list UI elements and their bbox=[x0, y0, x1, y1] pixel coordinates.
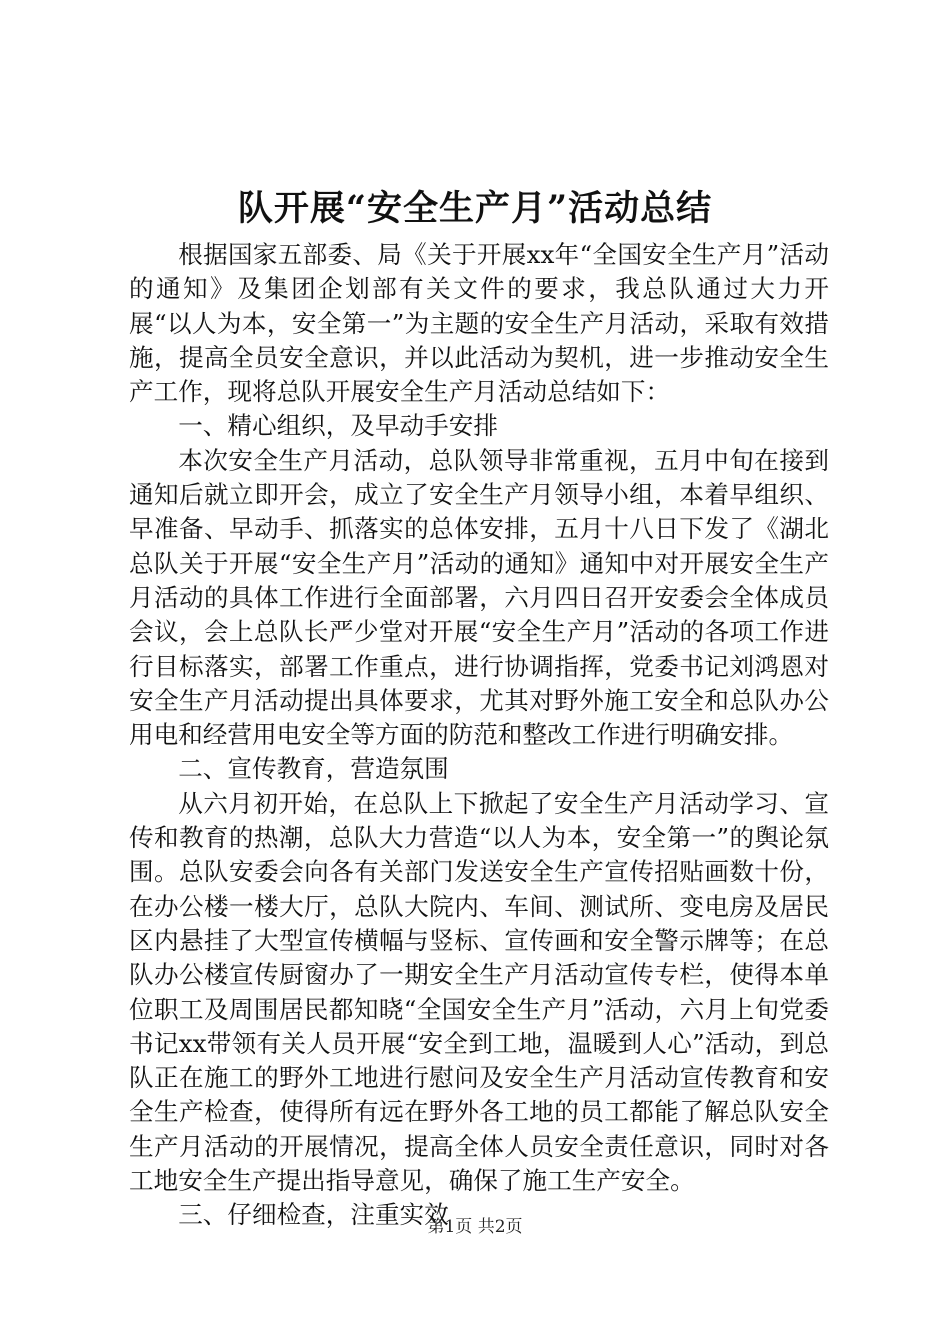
section-paragraph-2: 从六月初开始，在总队上下掀起了安全生产月活动学习、宣传和教育的热潮，总队大力营造“以人为本，安全第一”的舆论氛围。总队安委会向各有关部门发送安全生产宣传招贴画数十份，在办公楼一楼大厅，总队大院内、车间、测试所、变电房及居民区内悬挂了大型宣传横幅与竖标、宣传画和安全警示牌等；在总队办公楼宣传厨窗办了一期安全生产月活动宣传专栏，使得本单位职工及周围居民都知晓“全国安全生产月”活动，六月上旬党委书记xx带领有关人员开展“安全到工地，温暖到人心”活动，到总队正在施工的野外工地进行慰问及安全生产月活动宣传教育和安全生产检查，使得所有远在野外各工地的员工都能了解总队安全生产月活动的开展情况，提高全体人员安全责任意识，同时对各工地安全生产提出指导意见，确保了施工生产安全。 bbox=[129, 788, 829, 1196]
intro-paragraph: 根据国家五部委、局《关于开展xx年“全国安全生产月”活动的通知》及集团企划部有关文件的要求，我总队通过大力开展“以人为本，安全第一”为主题的安全生产月活动，采取有效措施，提高全员安全意识，并以此活动为契机，进一步推动安全生产工作，现将总队开展安全生产月活动总结如下： bbox=[129, 240, 829, 407]
document-title: 队开展“安全生产月”活动总结 bbox=[237, 188, 713, 229]
page-number-footer: 第1页 共2页 bbox=[427, 1217, 523, 1237]
section-paragraph-1: 本次安全生产月活动，总队领导非常重视，五月中旬在接到通知后就立即开会，成立了安全生产月领导小组，本着早组织、早准备、早动手、抓落实的总体安排，五月十八日下发了《湖北总队关于开展“安全生产月”活动的通知》通知中对开展安全生产月活动的具体工作进行全面部署，六月四日召开安委会全体成员会议，会上总队长严少堂对开展“安全生产月”活动的各项工作进行目标落实，部署工作重点，进行协调指挥，党委书记刘鸿恩对安全生产月活动提出具体要求，尤其对野外施工安全和总队办公用电和经营用电安全等方面的防范和整改工作进行明确安排。 bbox=[129, 445, 829, 750]
section-heading-2: 二、宣传教育，营造氛围 bbox=[178, 754, 449, 784]
section-heading-1: 一、精心组织，及早动手安排 bbox=[178, 411, 498, 441]
section-heading-3: 三、仔细检查，注重实效 bbox=[178, 1200, 449, 1230]
document-body bbox=[129, 238, 829, 1233]
